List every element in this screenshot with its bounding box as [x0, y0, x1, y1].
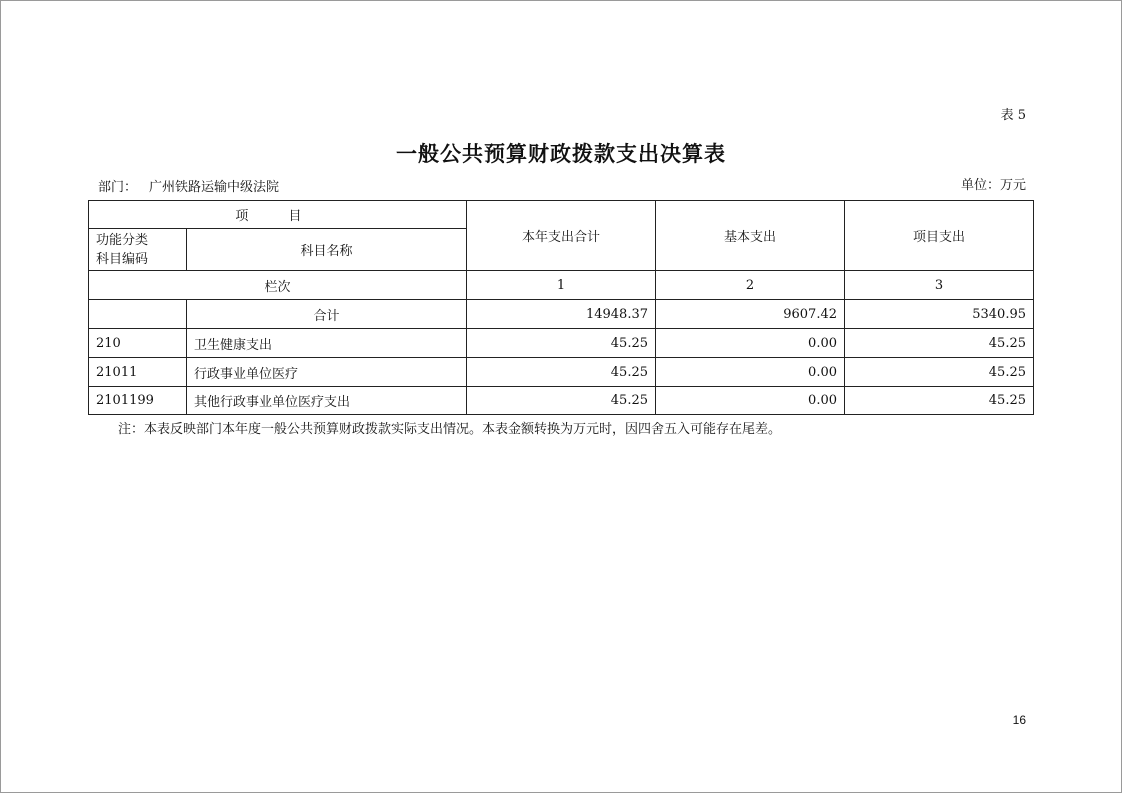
- row-name: 其他行政事业单位医疗支出: [187, 387, 467, 415]
- row-total: 45.25: [467, 358, 656, 387]
- sum-basic: 9607.42: [656, 300, 845, 329]
- row-code: 21011: [89, 358, 187, 387]
- sum-total: 14948.37: [467, 300, 656, 329]
- row-project: 45.25: [845, 358, 1034, 387]
- seq-col-2: 2: [656, 271, 845, 300]
- row-basic: 0.00: [656, 387, 845, 415]
- page-title: 一般公共预算财政拨款支出决算表: [396, 141, 726, 166]
- func-code-header: 功能分类 科目编码: [89, 229, 187, 271]
- item-header: 项 目: [89, 201, 467, 229]
- seq-col-1: 1: [467, 271, 656, 300]
- expenditure-table: [88, 200, 1034, 415]
- row-code: 210: [89, 329, 187, 358]
- page-number: 16: [1012, 713, 1026, 727]
- total-header: 本年支出合计: [467, 201, 656, 271]
- table-row: [89, 329, 1034, 358]
- table-row: [89, 387, 1034, 415]
- row-project: 45.25: [845, 329, 1034, 358]
- basic-header: 基本支出: [656, 201, 845, 271]
- table-header-row: [89, 201, 1034, 229]
- unit-label: 单位：万元: [960, 178, 1026, 193]
- row-project: 45.25: [845, 387, 1034, 415]
- project-header: 项目支出: [845, 201, 1034, 271]
- subject-name-header: 科目名称: [187, 229, 467, 271]
- department-name: 广州铁路运输中级法院: [149, 180, 280, 195]
- row-name: 卫生健康支出: [187, 329, 467, 358]
- row-total: 45.25: [467, 329, 656, 358]
- sum-row: [89, 300, 1034, 329]
- sum-project: 5340.95: [845, 300, 1034, 329]
- sum-label: 合计: [187, 300, 467, 329]
- row-basic: 0.00: [656, 358, 845, 387]
- seq-row: [89, 271, 1034, 300]
- department-label: 部门：: [98, 180, 138, 195]
- table-row: [89, 358, 1034, 387]
- form-number: 表 5: [1000, 108, 1026, 123]
- row-name: 行政事业单位医疗: [187, 358, 467, 387]
- row-basic: 0.00: [656, 329, 845, 358]
- row-code: 2101199: [89, 387, 187, 415]
- footnote: 注：本表反映部门本年度一般公共预算财政拨款实际支出情况。本表金额转换为万元时，因四舍五入可能存在尾差。: [118, 422, 782, 437]
- department-line: [98, 176, 279, 195]
- row-total: 45.25: [467, 387, 656, 415]
- sum-code-cell: [89, 300, 187, 329]
- seq-label: 栏次: [89, 271, 467, 300]
- seq-col-3: 3: [845, 271, 1034, 300]
